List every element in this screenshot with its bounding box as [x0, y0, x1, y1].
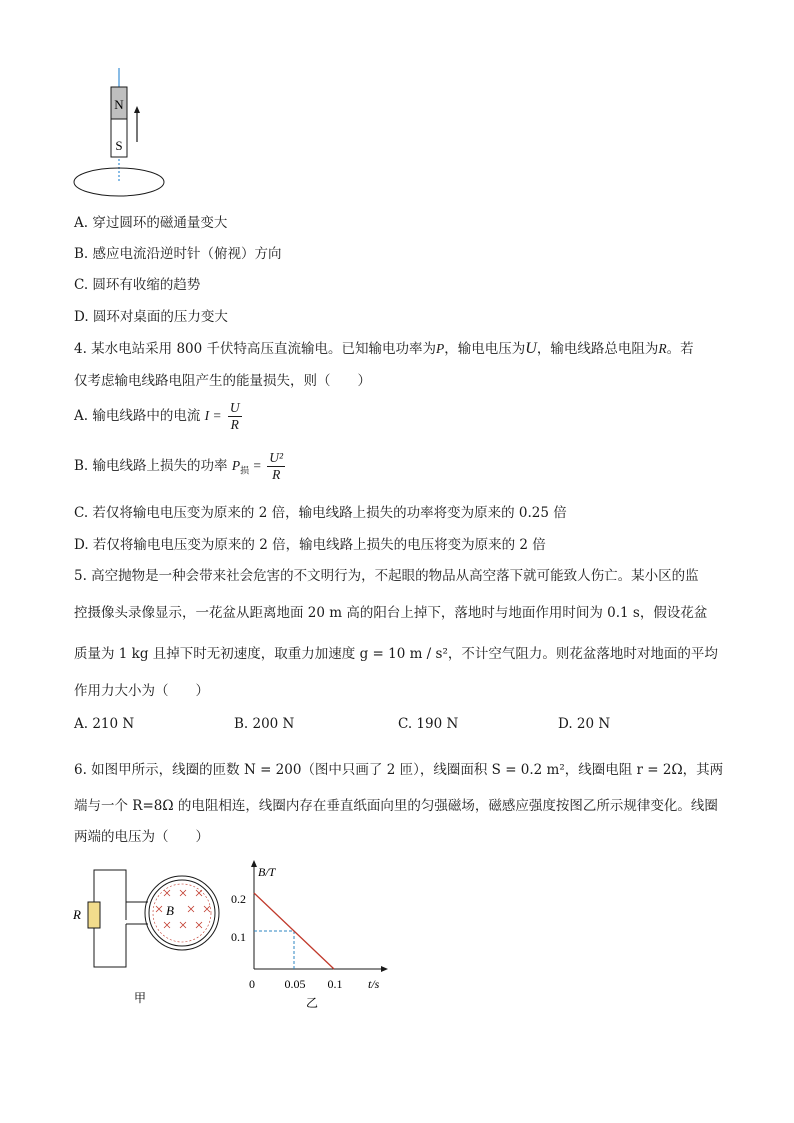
q5-option-a: A. 210 N [74, 716, 135, 732]
arrow-head-icon [134, 106, 140, 113]
q4-option-b-text: B. 输电线路上损失的功率 [74, 458, 228, 474]
q6-line2: 端与一个 R=8Ω 的电阻相连，线圈内存在垂直纸面向里的匀强磁场，磁感应强度按图乙所示规律变化。线圈 [74, 798, 718, 814]
symbol-p: P [436, 341, 445, 356]
q6-line3: 两端的电压为（ ） [74, 829, 209, 845]
q5-line1: 5. 高空抛物是一种会带来社会危害的不文明行为，不起眼的物品从高空落下就可能致人伤亡。某小区的监 [74, 568, 699, 584]
y-axis-label: B/T [258, 865, 276, 879]
n-pole-label: N [114, 97, 124, 112]
q5-option-b: B. 200 N [234, 716, 295, 732]
q4-stem-line2: 仅考虑输电线路电阻产生的能量损失，则（ ） [74, 373, 371, 389]
q4-option-d: D. 若仅将输电电压变为原来的 2 倍，输电线路上损失的电压将变为原来的 2 倍 [74, 537, 546, 553]
q4-stem-line1 [74, 339, 694, 359]
fraction-denominator: R [272, 467, 281, 482]
bt-chart [224, 858, 404, 1008]
q4-option-a-fraction [228, 400, 242, 433]
s-pole-label: S [115, 138, 123, 153]
symbol-r: R [658, 341, 667, 356]
q6-line1: 6. 如图甲所示，线圈的匝数 N = 200（图中只画了 2 匝），线圈面积 S = 0.2 m²，线圈电阻 r = 2Ω，其两 [74, 762, 724, 778]
y-tick-0-2: 0.2 [231, 892, 246, 906]
q4-option-c: C. 若仅将输电电压变为原来的 2 倍，输电线路上损失的功率将变为原来的 0.25 倍 [74, 505, 567, 521]
y-axis-arrow-icon [251, 860, 257, 867]
circuit-figure-jia [68, 862, 238, 1012]
x-tick-0: 0 [249, 977, 255, 991]
coil-inner [149, 880, 215, 946]
q4-option-b-lhs: $P_损$ [231, 458, 250, 476]
q4-option-a [74, 398, 244, 434]
q4-option-a-text: A. 输电线路中的电流 [74, 408, 201, 424]
fraction-numerator: U [229, 400, 240, 415]
magnet-ring-figure [66, 62, 176, 202]
q4-stem-1b: ，输电电压为 [444, 341, 526, 357]
x-axis-arrow-icon [381, 966, 388, 972]
y-tick-0-1: 0.1 [231, 930, 246, 944]
q3-option-a: A. 穿过圆环的磁通量变大 [74, 215, 228, 231]
q5-line4: 作用力大小为（ ） [74, 683, 209, 699]
q3-option-d: D. 圆环对桌面的压力变大 [74, 309, 228, 325]
fraction-denominator: R [230, 417, 239, 432]
x-tick-0-05: 0.05 [284, 977, 306, 991]
symbol-u: U [525, 340, 537, 357]
q5-option-d: D. 20 N [558, 716, 611, 732]
x-axis-label: t/s [368, 977, 380, 991]
field-label: B [166, 903, 174, 918]
q3-option-c: C. 圆环有收缩的趋势 [74, 277, 201, 293]
q4-stem-1a: 4. 某水电站采用 800 千伏特高压直流输电。已知输电功率为 [74, 341, 437, 357]
caption-yi: 乙 [306, 996, 319, 1008]
q4-option-b: B. 输电线路上损失的功率 $P_损$ = $\frac{\text{U²}}{R}$ [74, 450, 284, 482]
q5-line2: 控摄像头录像显示，一花盆从距离地面 20 m 高的阳台上掉下，落地时与地面作用时间为 0.1 s，假设花盆 [74, 605, 708, 621]
q4-option-a-lhs: I = [204, 408, 222, 423]
magnetic-field-region [153, 884, 211, 942]
field-into-page-icon [156, 890, 210, 928]
fraction-numerator: U² [269, 450, 284, 465]
coil-outer [145, 876, 219, 950]
q4-option-b-fraction [267, 450, 285, 483]
q5-option-c: C. 190 N [398, 716, 459, 732]
caption-jia: 甲 [134, 991, 147, 1005]
q4-stem-1d: 。若 [666, 341, 694, 357]
resistor-label: R [73, 907, 81, 922]
q5-line3: 质量为 1 kg 且掉下时无初速度，取重力加速度 g = 10 m / s²，不计空气阻力。则花盆落地时对地面的平均 [74, 646, 718, 662]
resistor [88, 902, 100, 928]
q3-option-b: B. 感应电流沿逆时针（俯视）方向 [74, 246, 282, 262]
q4-stem-1c: ，输电线路总电阻为 [536, 341, 659, 357]
x-tick-0-1: 0.1 [327, 977, 343, 991]
